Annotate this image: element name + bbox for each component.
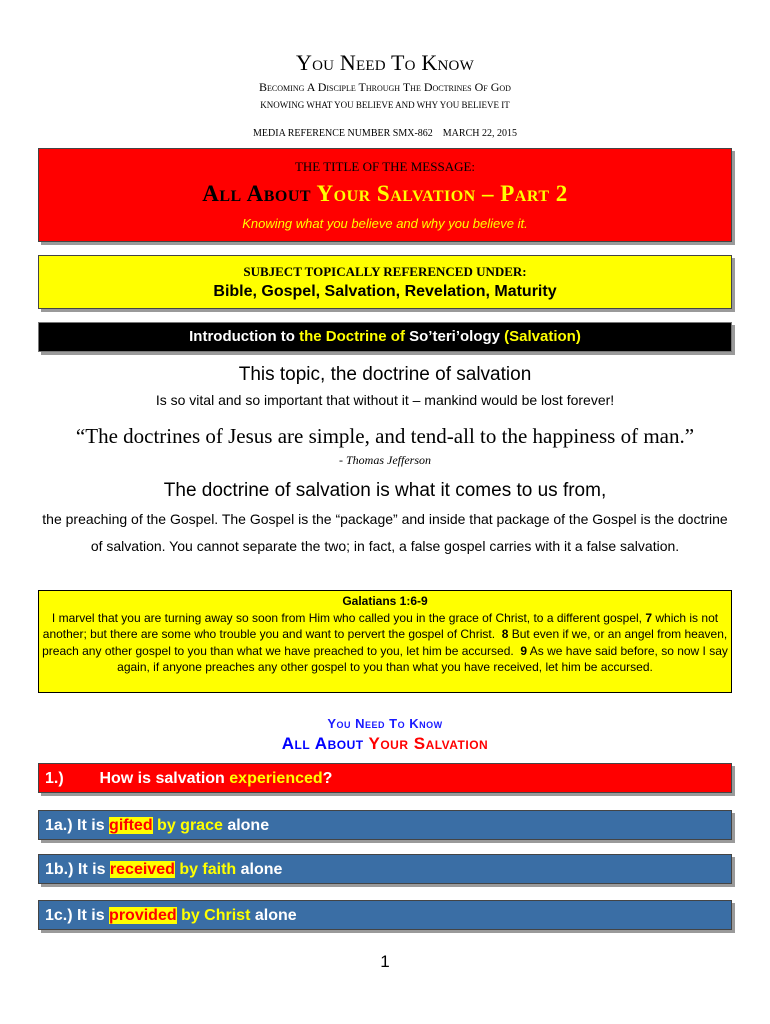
subject-topics: Bible, Gospel, Salvation, Revelation, Maturity (213, 283, 557, 300)
point-1-number: 1.) (45, 770, 64, 787)
point-1b-number: 1b.) (45, 861, 74, 878)
introduction-heading (39, 328, 731, 345)
message-title (39, 181, 731, 207)
intro-part3: So’teri’ology (409, 328, 500, 345)
scripture-box (38, 590, 732, 693)
point-1c-mid: by Christ (181, 907, 251, 924)
verse-number-8: 8 (501, 627, 509, 641)
point-1a-highlight: gifted (109, 817, 153, 834)
point-1b-highlight: received (109, 861, 175, 878)
verse-number-7: 7 (645, 610, 653, 625)
point-1c-text (45, 907, 297, 925)
intro-part4: (Salvation) (504, 328, 581, 345)
scripture-text (39, 610, 731, 676)
intro-part2: the Doctrine of (299, 328, 405, 345)
point-1c-pre: It is (77, 907, 105, 924)
point-1b-text (45, 861, 282, 879)
message-title-part1: All About (202, 181, 312, 206)
scripture-text-d: As we have said before, so now I say again, if anyone preaches any other gospel to you than what you have received, let him be accursed. (117, 643, 728, 674)
point-1-bar (38, 763, 732, 793)
point-1b-mid: by faith (179, 861, 237, 878)
point-1-text-b: experienced (229, 770, 323, 787)
point-1b-pre: It is (77, 861, 106, 878)
scripture-text-c: But even if we, or an angel from heaven, preach any other gospel to you than what we have preached to you, let him be accursed. (42, 627, 728, 658)
message-title-part2: Your Salvation – Part 2 (316, 181, 568, 206)
point-1-text-c: ? (322, 770, 333, 787)
section-title-a: All About (281, 734, 364, 753)
scripture-reference: Galatians 1:6-9 (342, 594, 428, 608)
section-title-b: Your Salvation (368, 734, 489, 753)
point-1-text-a: How is salvation (99, 770, 225, 787)
message-tagline: Knowing what you believe and why you believe it. (242, 216, 528, 231)
scripture-text-b: which is not another; but there are some who trouble you and want to pervert the gospel of Christ. (42, 610, 719, 641)
verse-number-9: 9 (520, 643, 528, 658)
doctrine-heading: The doctrine of salvation is what it comes to us from, (163, 480, 607, 501)
document-subtitle: Becoming A Disciple Through The Doctrines Of God (259, 80, 511, 94)
topic-line: Is so vital and so important that without it – mankind would be lost forever! (155, 392, 615, 408)
point-1b-bar (38, 854, 732, 884)
section-title (0, 734, 770, 754)
message-title-box (38, 148, 732, 242)
doctrine-body: the preaching of the Gospel. The Gospel is the “package” and inside that package of the Gospel is the doctrine of salvation. You cannot separate the two; in fact, a false gospel carries with it a false salvation. (42, 511, 728, 554)
media-reference: MEDIA REFERENCE NUMBER SMX-862 (253, 128, 433, 139)
page-number: 1 (380, 952, 390, 971)
point-1a-number: 1a.) (45, 817, 73, 834)
message-date: MARCH 22, 2015 (442, 128, 517, 139)
point-1c-number: 1c.) (45, 907, 73, 924)
topic-heading: This topic, the doctrine of salvation (238, 364, 532, 385)
subject-box (38, 255, 732, 309)
quote-author: - Thomas Jefferson (339, 453, 431, 467)
point-1a-post: alone (227, 817, 270, 834)
intro-part1: Introduction to (189, 328, 295, 345)
point-1a-pre: It is (77, 817, 105, 834)
message-title-label: THE TITLE OF THE MESSAGE: (294, 159, 476, 174)
point-1b-post: alone (240, 861, 283, 878)
document-tagline: KNOWING WHAT YOU BELIEVE AND WHY YOU BELIEVE IT (260, 100, 510, 110)
scripture-text-a: I marvel that you are turning away so soon from Him who called you in the grace of Christ, to a different gospel, (51, 610, 642, 625)
point-1a-text (45, 817, 269, 835)
point-1c-bar (38, 900, 732, 930)
section-kicker: You Need To Know (327, 716, 443, 731)
point-1-text (45, 770, 332, 788)
point-1c-highlight: provided (109, 907, 177, 924)
point-1a-mid: by grace (157, 817, 223, 834)
jefferson-quote: “The doctrines of Jesus are simple, and tend-all to the happiness of man.” (75, 424, 695, 448)
document-title: You Need To Know (296, 50, 474, 75)
media-reference-line (0, 128, 770, 139)
subject-label: SUBJECT TOPICALLY REFERENCED UNDER: (243, 264, 527, 279)
point-1a-bar (38, 810, 732, 840)
introduction-bar (38, 322, 732, 352)
point-1c-post: alone (254, 907, 297, 924)
